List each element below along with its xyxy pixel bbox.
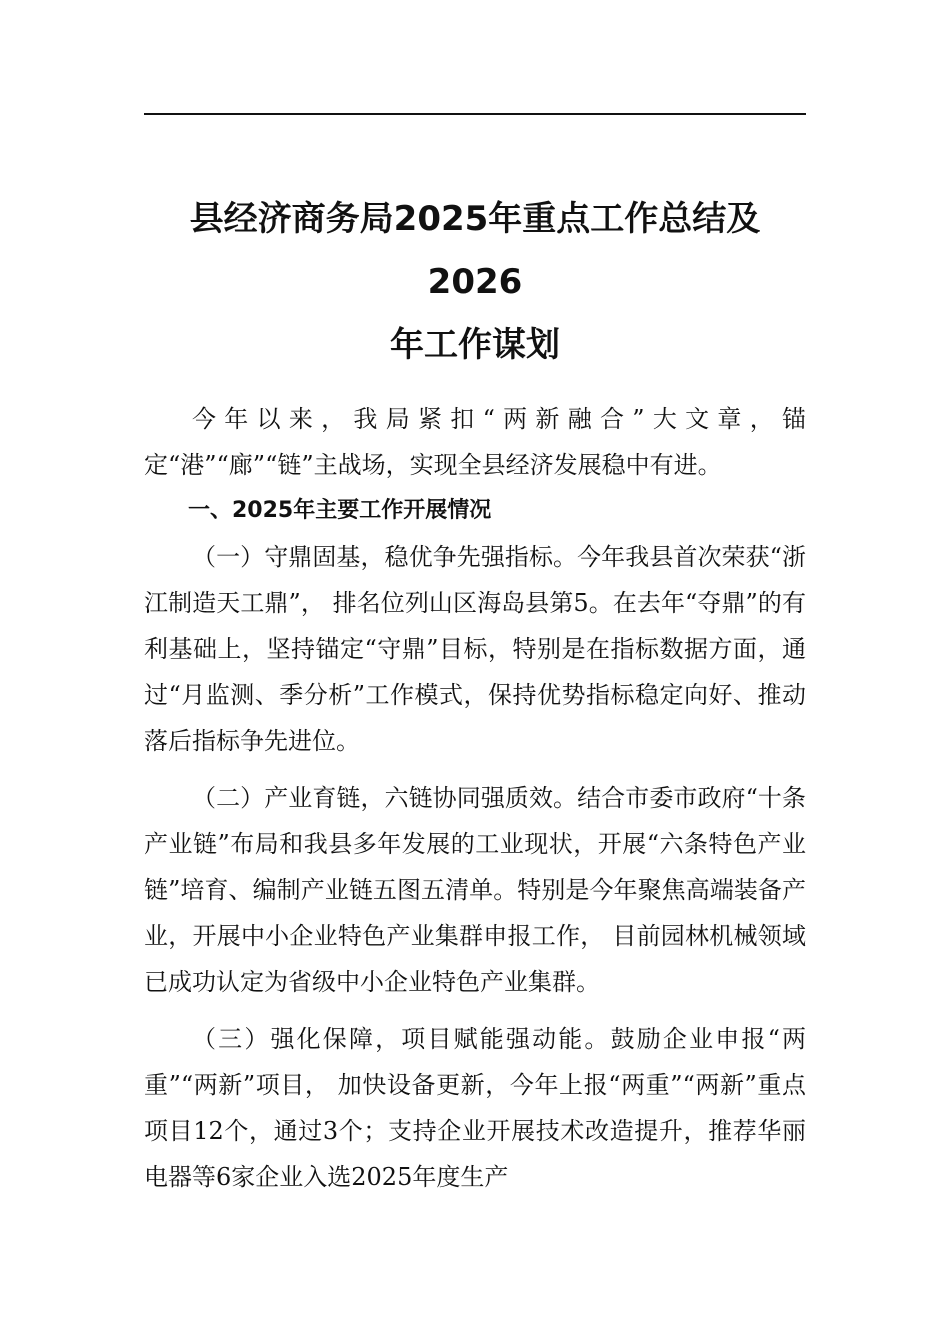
section-heading: 一、2025年主要工作开展情况 [188, 498, 492, 523]
item-lead: （二）产业育链，六链协同强质效。 [192, 784, 578, 812]
item-paragraph-3 [144, 1016, 806, 1200]
title-line-2: 年工作谋划 [390, 325, 560, 365]
item-text: 结合市委市政府“十条产业链”布局和我县多年发展的工业现状，开展“六条特色产业链”培育、编制产业链五图五清单。特别是今年聚焦高端装备产业，开展中小企业特色产业集群申报工作， 目前园林机械领域已成功认定为省级中小企业特色产业集群。 [144, 784, 806, 996]
item-lead: （三）强化保障，项目赋能强动能。 [192, 1025, 611, 1053]
item-paragraph-1 [144, 534, 806, 764]
document-title [144, 188, 806, 377]
title-line-1: 县经济商务局2025年重点工作总结及2026 [189, 199, 761, 302]
header-rule [144, 113, 806, 115]
intro-paragraph: 今年以来，我局紧扣“两新融合”大文章，锚定“港”“廊”“链”主战场，实现全县经济发展稳中有进。 [144, 405, 806, 479]
item-lead: （一）守鼎固基，稳优争先强指标。 [192, 543, 578, 571]
item-text: 鼓励企业申报“两重”“两新”项目， 加快设备更新，今年上报“两重”“两新”重点项目12个，通过3个；支持企业开展技术改造提升，推荐华丽电器等6家企业入选2025年度生产 [144, 1025, 806, 1191]
document-body [144, 396, 806, 1200]
item-text: 今年我县首次荣获“浙江制造天工鼎”， 排名位列山区海岛县第5。在去年“夺鼎”的有利基础上，坚持锚定“守鼎”目标，特别是在指标数据方面，通过“月监测、季分析”工作模式，保持优势指标稳定向好、推动落后指标争先进位。 [144, 543, 806, 755]
item-paragraph-2 [144, 775, 806, 1005]
